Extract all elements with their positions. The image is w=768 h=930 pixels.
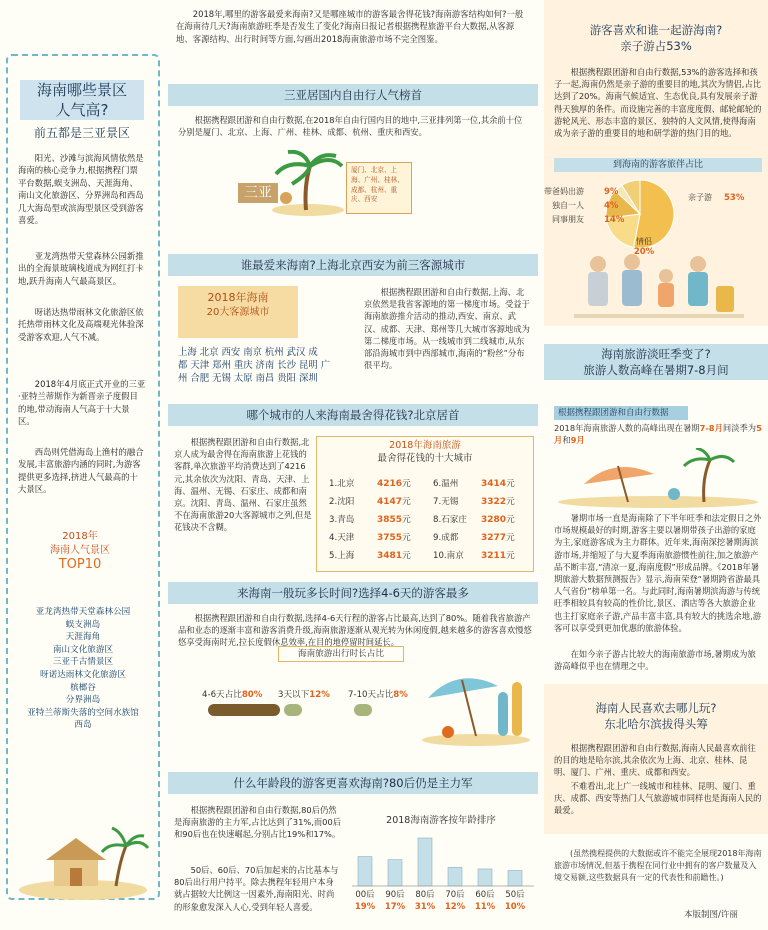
pie-category-label: 同事朋友 [552, 215, 584, 224]
hainan-outbound-paragraph-2: 不难看出,北上广一线城市和桂林、昆明、厦门、重庆、成都、西安等热门人气旅游城市同样也是海南人民的最爱。 [554, 781, 762, 816]
hainan-outbound-title: 海南人民喜欢去哪儿玩? 东北哈尔滨拔得头筹 [595, 701, 717, 731]
companion-title: 游客喜欢和谁一起游海南? 亲子游占53% [589, 23, 723, 53]
section-banner-source-cities: 谁最爱来海南?上海北京西安为前三客源城市 [168, 254, 538, 276]
left-paragraph-5: 西岛则凭借海岛上渔村的融合发展,丰富旅游内涵的同时,为游客提供更多选择,挤进人气最高的十大景区。 [18, 447, 144, 495]
intro-paragraph: 2018年,哪里的游客最爱来海南?又是哪座城市的游客最舍得花钱?海南游客结构如何?一般在海南待几天?海南旅游旺季是否发生了变化?海南日报记者根据携程旅游平台大数据,从客源地、客源结构、出行时间等方面,勾画出2018海南旅游市场不完全图鉴。 [176, 9, 524, 44]
peak-season-paragraph-2: 在如今亲子游占比较大的海南旅游市场,暑期成为旅游高峰似乎也在情理之中。 [554, 649, 756, 672]
left-paragraph-3: 呀诺达热带雨林文化旅游区依托热带雨林文化及高端观光体验深受游客欢迎,人气不减。 [18, 307, 144, 342]
data-note: (虽然携程提供的大数据或许不能完全展现2018年海南旅游市场情况,但基于携程在同行业中拥有的客户数量及入境交易额,这些数据具有一定的代表性和前瞻性。) [554, 849, 762, 882]
pie-value-label: 9% [604, 187, 619, 197]
age-category-label: 90后 [385, 890, 405, 900]
spending-value: 3277 [481, 533, 507, 543]
top10-list-item: 天涯海角 [65, 632, 101, 643]
age-category-label: 70后 [445, 890, 465, 900]
spending-value: 4216 [377, 479, 403, 489]
top10-list-item: 亚龙湾热带天堂森林公园 [35, 607, 131, 617]
spending-top10-box [316, 436, 534, 572]
peak-season-banner: 海南旅游淡旺季变了? 旅游人数高峰在暑期7-8月间 [544, 344, 768, 380]
duration-label [278, 688, 330, 700]
spending-row [329, 477, 411, 489]
duration-chart-title: 海南旅游出行时长占比 [278, 646, 404, 662]
spending-paragraph: 根据携程跟团游和自由行数据,北京人成为最舍得在海南旅游上花钱的客群,单次旅游平均消费达到了4216元,其余依次为沈阳、青岛、天津、上海、温州、无锡、石家庄、成都和南京。沈阳、青岛、温州、石家庄虽然不在海南旅游20大客源城市之列,但是花钱决不含糊。 [174, 437, 312, 533]
spending-box-title: 2018年海南旅游 最舍得花钱的十大城市 [377, 440, 473, 464]
age-paragraph-2: 50后、60后、70后加起来的占比基本与80后出行用户持平。除去携程年轻用户本身就占据较大比例这一因素外,海南阳光、时尚的形象愈发深入人心,受到年轻人喜爱。 [174, 865, 339, 912]
age-paragraph-1: 根据携程跟团游和自由行数据,80后仍然是海南旅游的主力军,占比达到了31%,而00后和90后也在快速崛起,分别占比19%和17%。 [174, 805, 342, 840]
sanya-paragraph: 根据携程跟团游和自由行数据,在2018年自由行国内目的地中,三亚排列第一位,其余前十位分别是厦门、北京、上海、广州、桂林、成都、杭州、重庆和西安。 [178, 115, 523, 138]
spending-unit: 元 [506, 533, 515, 543]
duration-category: 4-6天占比 [202, 690, 242, 700]
sanya-top-cities-card: 厦门、北京、上海、广州、桂林、成都、杭州、重庆、西安 [346, 162, 412, 214]
spending-city: 6.温州 [433, 479, 459, 489]
age-category-label: 50后 [505, 890, 525, 900]
peak-season-paragraph: 暑期市场一直是海南除了下半年旺季和法定假日之外市场规模最好的时期,游客主要以暑期带孩子出游的家庭为主,家庭游客成为主力群体。近年来,海南深挖暑期海滨游市场,并缩短了与大夏季海南旅游惯性前往,加之旅游产品不断丰富,“清凉一夏,海南度假”形成品牌。《2018年暑期旅游大数据预测报告》显示,海南荣登“暑期跨省游最具人气省份”榜单第一名。与此同时,海南暑期滨海游与传统旺季相较具有较高的性价比,景区、酒店等各大旅游企业也主打家庭亲子游,产品丰富丰富,具有较大的挑选余地,游客可以享受到更加优惠的旅游体验。 [554, 513, 762, 633]
age-value-label: 11% [474, 902, 496, 912]
spending-city: 8.石家庄 [433, 515, 467, 525]
top10-heading: 2018年 海南人气景区 TOP10 [50, 531, 110, 572]
spending-value: 3280 [481, 515, 507, 525]
spending-city: 3.青岛 [329, 515, 355, 525]
source-cities-paragraph: 根据携程跟团游和自由行数据,上海、北京依然是我省客源地的第一梯度市场。受益于海南旅游推介活动的推动,西安、南京、武汉、成都、天津、郑州等几大城市客源地成为第二梯度市场。从一线城市到二线城市,从东部沿海城市到中西部城市,海南的“粉丝”分布很平均。 [364, 287, 530, 371]
duration-paragraph: 根据携程跟团游和自由行数据,选择4-6天行程的游客占比最高,达到了80%。随着我省旅游产品和业态的逐渐丰富和游客消费升级,海南旅游逐渐从观光转为休闲度假,越来越多的游客喜欢慢悠悠享受海南时光,拉长度假休息效率,在目的地停留时间延长。 [178, 613, 532, 648]
duration-value: 12% [309, 690, 330, 700]
spending-value: 3855 [377, 515, 403, 525]
spending-unit: 元 [402, 479, 411, 489]
spending-city: 2.沈阳 [329, 497, 355, 507]
pie-value-label: 4% [604, 201, 619, 211]
section-banner-duration: 来海南一般玩多长时间?选择4-6天的游客最多 [168, 582, 538, 604]
spending-value: 4147 [377, 497, 403, 507]
age-value-label: 12% [444, 902, 466, 912]
right-column [544, 0, 768, 930]
spending-unit: 元 [506, 515, 515, 525]
palm-tree-illustration [268, 150, 348, 216]
duration-label [202, 688, 262, 700]
companion-pie-title: 到海南的游客旅伴占比 [554, 158, 762, 172]
peak-season-text: 2018年海南旅游人数的高峰出现在暑期7-8月间淡季为5月和9月 [554, 423, 762, 445]
duration-value: 8% [393, 690, 408, 700]
duration-category: 7-10天占比 [348, 690, 394, 700]
pie-value-label: 14% [604, 215, 625, 225]
source-cities-list: 上海 北京 西安 南京 杭州 武汉 成 都 天津 郑州 重庆 济南 长沙 昆明 广 州 合肥 无锡 太原 南昌 贵阳 深圳 [178, 347, 331, 385]
spending-unit: 元 [402, 497, 411, 507]
spending-row [329, 513, 411, 525]
spending-row [329, 549, 411, 561]
left-subtitle: 前五都是三亚景区 [33, 126, 130, 140]
top10-list-item: 三亚千古情景区 [52, 657, 114, 668]
spending-city: 5.上海 [329, 551, 355, 561]
spending-unit: 元 [506, 497, 515, 507]
spending-row [433, 531, 515, 543]
spending-value: 3755 [377, 533, 403, 543]
left-paragraph-2: 亚龙湾热带天堂森林公园新推出的全海景玻璃栈道成为网红打卡地,跃升海南人气最高景区。 [18, 251, 144, 286]
peak-source-tag: 根据携程跟团游和自由行数据 [554, 406, 688, 420]
age-chart-title: 2018海南游客按年龄排序 [386, 815, 496, 826]
left-title: 海南哪些景区 人气高? [20, 80, 144, 120]
top10-list-item: 分界洲岛 [65, 695, 101, 706]
age-category-label: 60后 [475, 890, 495, 900]
duration-bar [284, 704, 302, 716]
section-banner-sanya: 三亚居国内自由行人气榜首 [168, 84, 538, 106]
age-value-label: 31% [414, 902, 436, 912]
age-bar [448, 867, 462, 886]
age-category-label: 00后 [355, 890, 375, 900]
duration-value: 80% [241, 690, 263, 700]
spending-unit: 元 [506, 479, 515, 489]
spending-row [433, 549, 515, 561]
spending-city: 4.天津 [329, 533, 355, 543]
age-chart [348, 812, 534, 920]
pie-category-label: 情侣 [636, 237, 652, 246]
left-paragraph-4: 2018年4月底正式开业的三亚·亚特兰蒂斯作为新晋亲子度假目的地,带动海南人气高于十大景区。 [18, 379, 146, 427]
top10-list-item: 南山文化旅游区 [52, 644, 114, 655]
duration-category: 3天以下 [278, 690, 310, 700]
left-paragraph-1: 阳光、沙滩与滨海风情依然是海南的核心竞争力,根据携程门票平台数据,蜈支洲岛、天涯海角、南山文化旅游区、分界洲岛和西岛几大海岛型或滨海型景区受到游客喜爱。 [18, 153, 144, 226]
spending-unit: 元 [506, 551, 515, 561]
spending-unit: 元 [402, 515, 411, 525]
age-category-label: 80后 [415, 890, 435, 900]
age-value-label: 10% [504, 902, 526, 912]
age-value-label: 19% [354, 902, 376, 912]
spending-row [433, 495, 515, 507]
top10-list-item: 槟榔谷 [70, 682, 96, 693]
spending-row [329, 531, 411, 543]
age-bar [358, 857, 372, 886]
spending-city: 1.北京 [329, 479, 355, 489]
pie-value-label: 20% [633, 247, 655, 254]
spending-value: 3322 [481, 497, 507, 507]
top10-list-item: 亚特兰蒂斯失落的空间水族馆 [27, 707, 139, 718]
duration-bar [354, 704, 372, 716]
graphic-credit: 本版制图/许丽 [684, 910, 738, 920]
sanya-label: 三亚 [238, 183, 278, 203]
pie-category-label: 独自一人 [552, 201, 584, 210]
source-cities-tag: 2018年海南 20大客源城市 [178, 286, 298, 338]
section-banner-spending: 哪个城市的人来海南最舍得花钱?北京居首 [168, 404, 538, 426]
age-value-label: 17% [384, 902, 406, 912]
age-bar [418, 838, 432, 886]
age-bar [388, 860, 402, 886]
top10-list-item: 呀诺达雨林文化旅游区 [40, 669, 126, 680]
section-banner-age: 什么年龄段的游客更喜欢海南?80后仍是主力军 [168, 772, 538, 794]
companion-pie-chart [544, 174, 768, 254]
spending-value: 3414 [481, 479, 507, 489]
pie-category-label: 带爸妈出游 [544, 187, 584, 196]
middle-column [168, 0, 538, 930]
age-bar [508, 871, 522, 886]
top10-list-item: 蜈支洲岛 [65, 619, 101, 630]
pie-category-label: 亲子游 [688, 193, 712, 202]
spending-value: 3481 [377, 551, 403, 561]
spending-city: 9.成都 [433, 533, 459, 543]
spending-city: 7.无锡 [433, 497, 459, 507]
spending-row [433, 477, 515, 489]
age-bar [478, 869, 492, 886]
top10-list-item: 西岛 [74, 720, 92, 731]
pie-value-label: 53% [724, 193, 745, 203]
age-chart-svg [348, 824, 534, 920]
spending-row [433, 513, 515, 525]
spending-value: 3211 [481, 551, 507, 561]
hainan-outbound-paragraph: 根据携程跟团游和自由行数据,海南人民最喜欢前往的目的地是哈尔滨,其余依次为上海、北京、桂林、昆明、厦门、广州、重庆、成都和西安。 [554, 743, 756, 778]
spending-city: 10.南京 [433, 551, 464, 561]
umbrella-surfboard-illustration [418, 662, 534, 746]
duration-label [348, 688, 408, 700]
duration-bar [208, 704, 280, 716]
spending-unit: 元 [402, 551, 411, 561]
companion-paragraph: 根据携程跟团游和自由行数据,53%的游客选择和孩子一起,海南仍然是亲子游的重要目的地,其次为情侣,占比达到了20%。海南气候适宜、生态优良,具有发展亲子游得天独厚的条件。而设施完善的丰富度度假、邮轮邮轮的游轮风光、形态丰富的景区、独特的人文风情,使得海南成为亲子游的重要目的地和研学游的热门目的地。 [554, 67, 762, 139]
spending-row [329, 495, 411, 507]
top10-list [16, 606, 150, 732]
left-column [0, 0, 158, 930]
family-travel-illustration [574, 252, 744, 324]
summer-beach-illustration [554, 448, 762, 508]
spending-unit: 元 [402, 533, 411, 543]
beach-hut-illustration [16, 820, 150, 900]
